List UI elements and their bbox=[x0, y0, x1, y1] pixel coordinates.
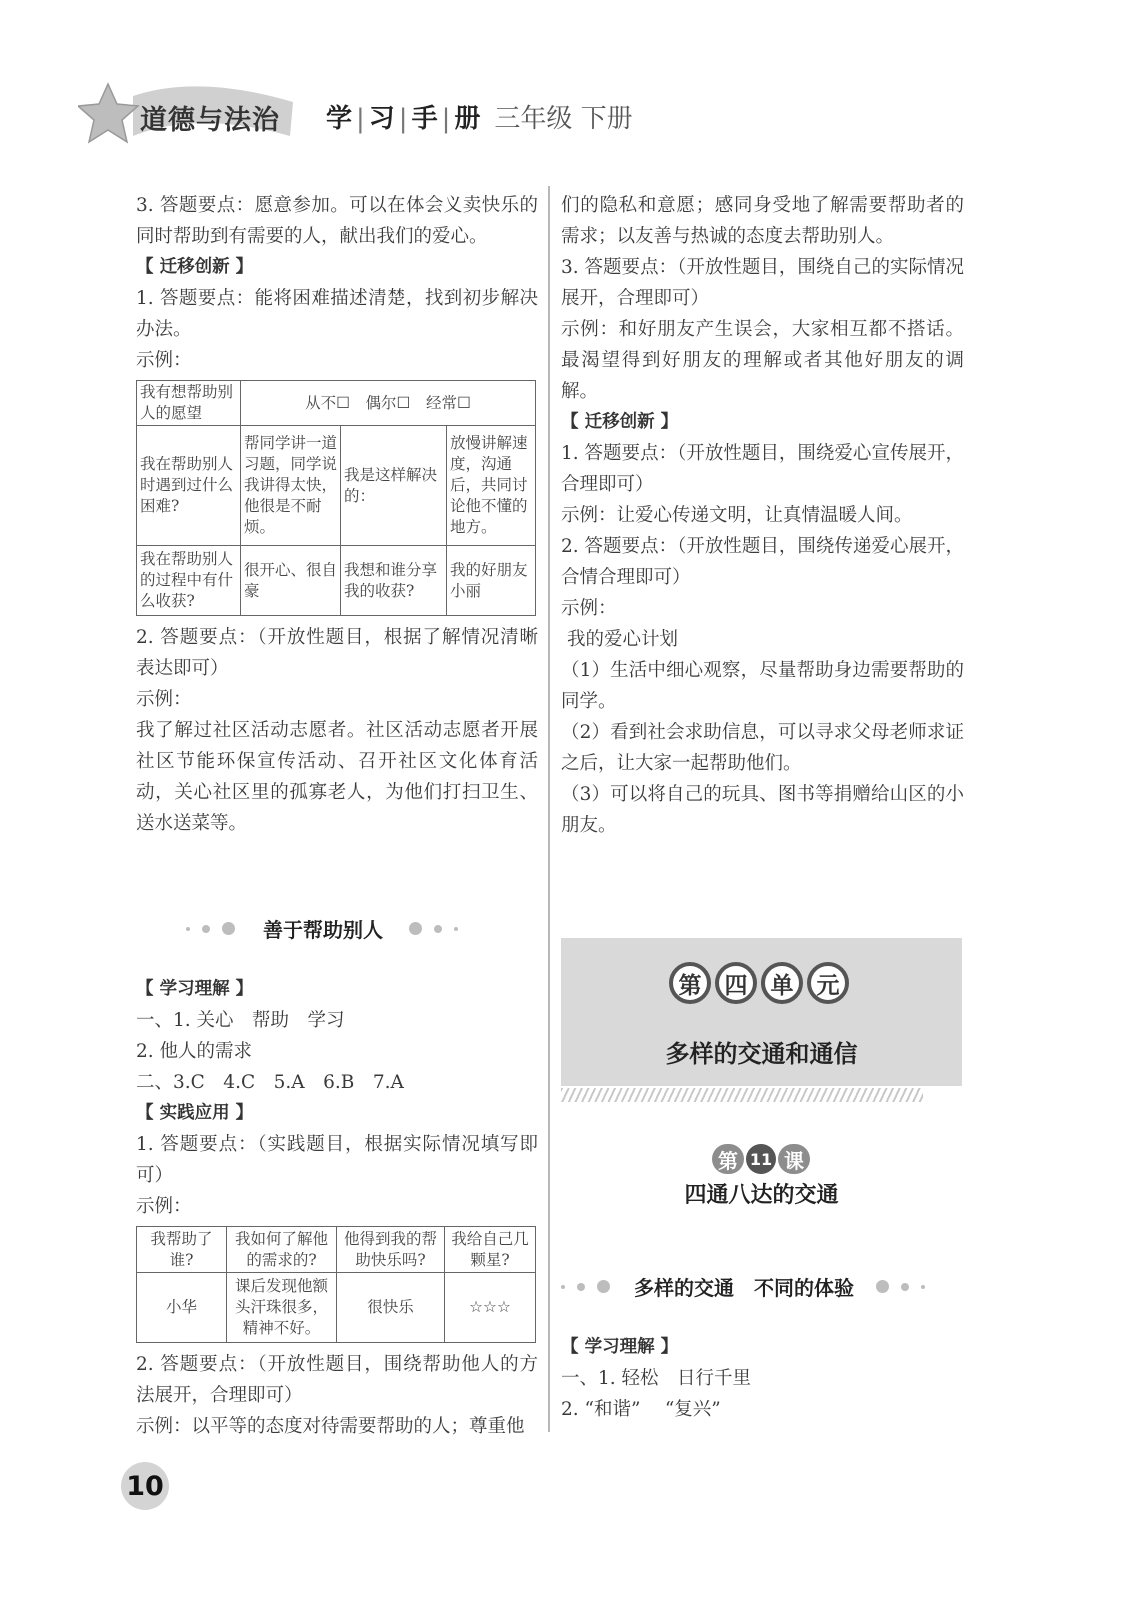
decor-dots-icon bbox=[561, 1280, 610, 1293]
answer-text: 我了解过社区活动志愿者。社区活动志愿者开展社区节能环保宣传活动、召开社区文化体育活动，关心社区里的孤寡老人，为他们打扫卫生、送水送菜等。 bbox=[136, 720, 538, 834]
unit-label: 第 四 单 元 bbox=[669, 962, 849, 1004]
answer-text: 2. 答题要点：（开放性题目，根据了解情况清晰表达即可） bbox=[136, 627, 538, 679]
section-heading: 【 学习理解 】 bbox=[136, 979, 254, 999]
example-table-2 bbox=[136, 1226, 536, 1343]
answer-text: 示例：和好朋友产生误会，大家相互都不搭话。最渴望得到好朋友的理解或者其他好朋友的调解。 bbox=[561, 319, 964, 402]
decor-dots-icon bbox=[409, 922, 458, 935]
page-number: 10 bbox=[121, 1462, 169, 1510]
table-cell: 我有想帮助别人的愿望 bbox=[137, 381, 241, 426]
answer-text: 示例：以平等的态度对待需要帮助的人；尊重他 bbox=[136, 1416, 525, 1437]
unit-banner bbox=[561, 938, 962, 1086]
answer-text: 1. 答题要点：（实践题目，根据实际情况填写即可） bbox=[136, 1134, 538, 1186]
example-label: 示例： bbox=[136, 689, 192, 710]
table-cell: 我的好朋友小丽 bbox=[447, 546, 536, 616]
table-header: 我如何了解他的需求的? bbox=[227, 1227, 337, 1273]
plan-item: （3）可以将自己的玩具、图书等捐赠给山区的小朋友。 bbox=[561, 784, 964, 836]
subject-title: 道德与法治 bbox=[140, 105, 280, 136]
subsection-heading: 多样的交通 不同的体验 bbox=[561, 1272, 925, 1301]
answer-text: 3. 答题要点：（开放性题目，围绕自己的实际情况展开，合理即可） bbox=[561, 257, 964, 309]
table-cell: 帮同学讲一道习题，同学说我讲得太快，他很是不耐烦。 bbox=[241, 426, 341, 546]
left-column-lower bbox=[136, 974, 538, 1442]
answer-text: 2. 答题要点：（开放性题目，围绕帮助他人的方法展开，合理即可） bbox=[136, 1354, 538, 1406]
column-divider bbox=[548, 186, 550, 1432]
table-cell: 我想和谁分享我的收获? bbox=[341, 546, 447, 616]
table-cell: 我在帮助别人时遇到过什么困难? bbox=[137, 426, 241, 546]
right-column bbox=[561, 190, 964, 841]
table-header: 我帮助了谁? bbox=[137, 1227, 227, 1273]
right-column-lower bbox=[561, 1332, 964, 1425]
answer-text: 一、1. 关心 帮助 学习 bbox=[136, 1010, 345, 1031]
grade-label: 三年级 下册 bbox=[494, 104, 633, 134]
answer-text: 1. 答题要点：能将困难描述清楚，找到初步解决办法。 bbox=[136, 288, 538, 340]
lesson-heading: 善于帮助别人 bbox=[186, 914, 458, 943]
answer-text: 一、1. 轻松 日行千里 bbox=[561, 1368, 752, 1389]
unit-title: 多样的交通和通信 bbox=[665, 1040, 858, 1068]
example-table-1 bbox=[136, 380, 536, 616]
hatch-divider bbox=[561, 1088, 923, 1102]
plan-title: 我的爱心计划 bbox=[567, 629, 679, 650]
section-heading: 【 迁移创新 】 bbox=[136, 257, 254, 277]
table-cell: ☆☆☆ bbox=[445, 1273, 536, 1343]
table-header: 我给自己几颗星? bbox=[445, 1227, 536, 1273]
table-cell: 我是这样解决的： bbox=[341, 426, 447, 546]
answer-text: 示例：让爱心传递文明，让真情温暖人间。 bbox=[561, 505, 913, 526]
answer-text: 二、3.C 4.C 5.A 6.B 7.A bbox=[136, 1072, 404, 1093]
lesson-title: 四通八达的交通 bbox=[684, 1183, 839, 1208]
plan-item: （1）生活中细心观察，尽量帮助身边需要帮助的同学。 bbox=[561, 660, 964, 712]
example-label: 示例： bbox=[561, 598, 617, 619]
example-label: 示例： bbox=[136, 1196, 192, 1217]
table-cell: 放慢讲解速度，沟通后，共同讨论他不懂的地方。 bbox=[447, 426, 536, 546]
answer-text: 1. 答题要点：（开放性题目，围绕爱心宣传展开，合理即可） bbox=[561, 443, 964, 495]
answer-text: 2. “和谐” “复兴” bbox=[561, 1399, 721, 1420]
decor-dots-icon bbox=[186, 922, 235, 935]
page-header bbox=[78, 74, 718, 164]
table-cell: 很开心、很自豪 bbox=[241, 546, 341, 616]
left-column bbox=[136, 190, 538, 839]
section-heading: 【 学习理解 】 bbox=[561, 1337, 679, 1357]
decor-dots-icon bbox=[876, 1280, 925, 1293]
table-cell: 我在帮助别人的过程中有什么收获? bbox=[137, 546, 241, 616]
table-cell: 课后发现他额头汗珠很多，精神不好。 bbox=[227, 1273, 337, 1343]
plan-item: （2）看到社会求助信息，可以寻求父母老师求证之后，让大家一起帮助他们。 bbox=[561, 722, 964, 774]
book-title: 学 | 习 | 手 | 册 三年级 下册 bbox=[326, 104, 633, 134]
section-heading: 【 迁移创新 】 bbox=[561, 412, 679, 432]
answer-text: 2. 答题要点：（开放性题目，围绕传递爱心展开，合情合理即可） bbox=[561, 536, 964, 588]
table-cell: 从不☐ 偶尔☐ 经常☐ bbox=[241, 381, 536, 426]
table-cell: 小华 bbox=[137, 1273, 227, 1343]
section-heading: 【 实践应用 】 bbox=[136, 1103, 254, 1123]
answer-text: 2. 他人的需求 bbox=[136, 1041, 253, 1062]
example-label: 示例： bbox=[136, 350, 192, 371]
table-header: 他得到我的帮助快乐吗? bbox=[337, 1227, 445, 1273]
table-cell: 很快乐 bbox=[337, 1273, 445, 1343]
answer-text: 3. 答题要点：愿意参加。可以在体会义卖快乐的同时帮助到有需要的人，献出我们的爱心。 bbox=[136, 195, 538, 247]
lesson-badge: 第 11 课 bbox=[712, 1144, 810, 1174]
answer-text: 们的隐私和意愿；感同身受地了解需要帮助者的需求；以友善与热诚的态度去帮助别人。 bbox=[561, 195, 964, 247]
